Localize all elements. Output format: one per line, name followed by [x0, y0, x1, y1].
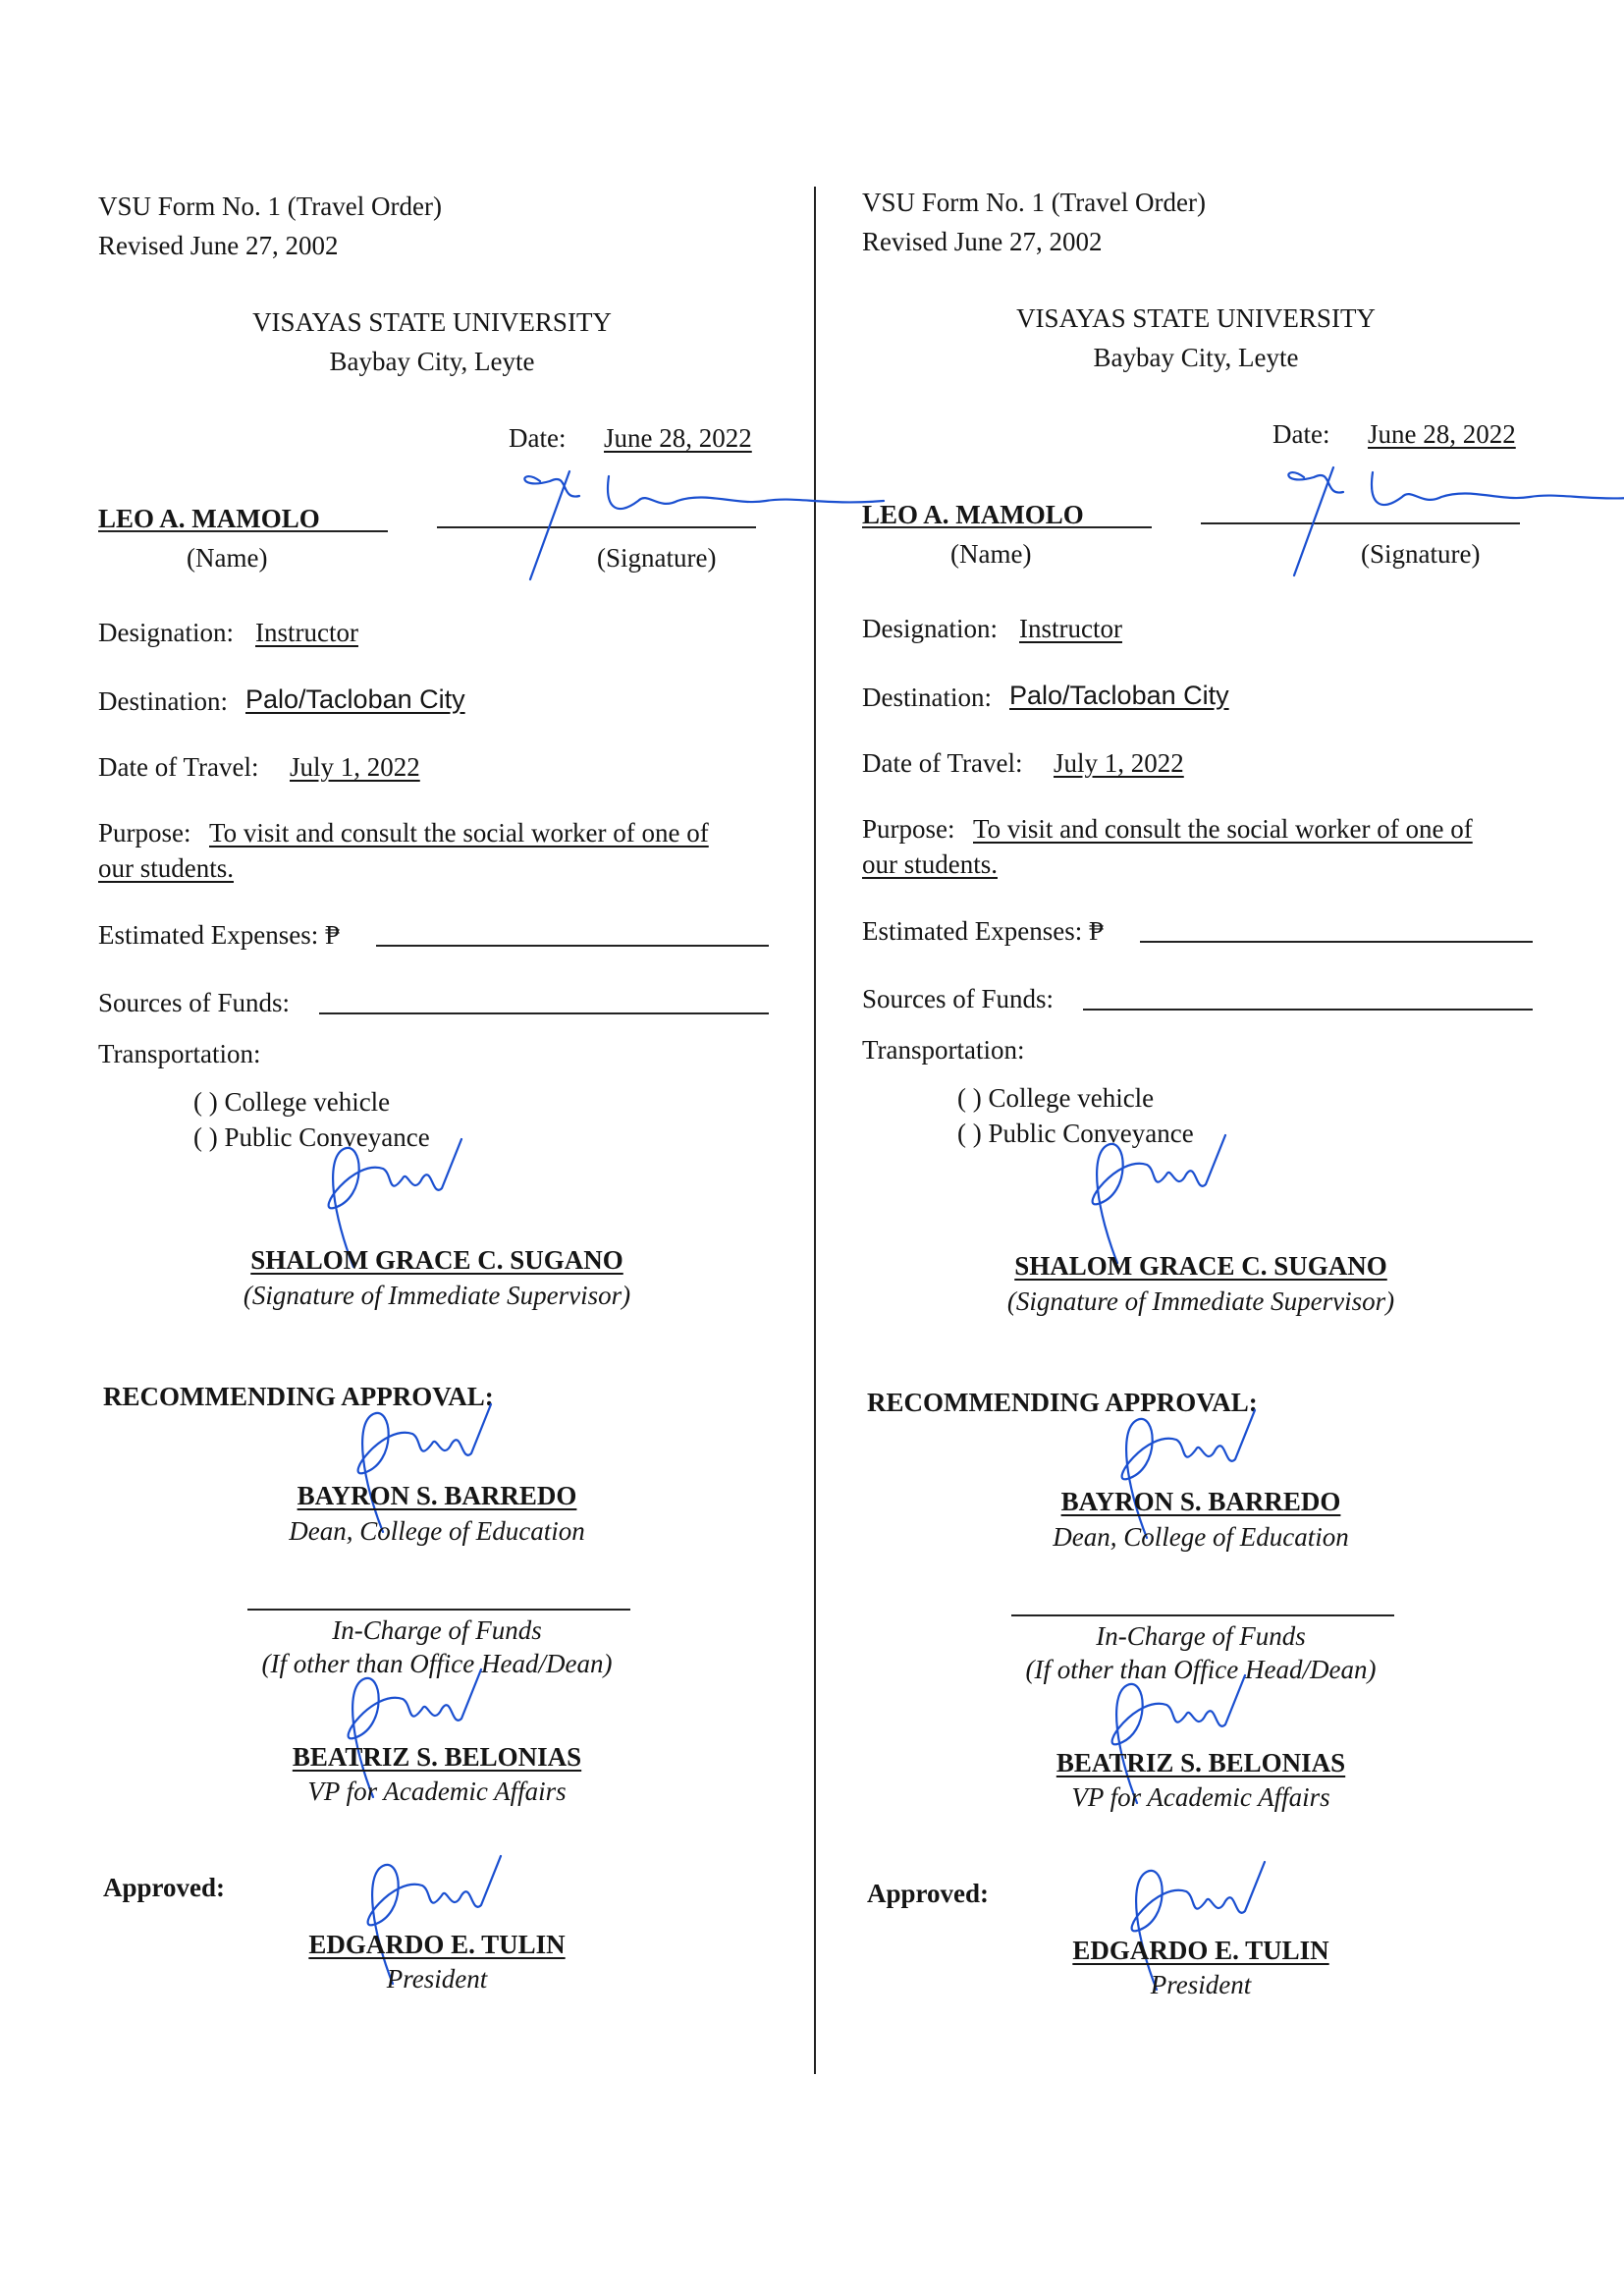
dean-name: BAYRON S. BARREDO [1060, 1487, 1341, 1516]
transport-option-college-vehicle: ( ) College vehicle [957, 1083, 1155, 1113]
traveler-name: LEO A. MAMOLO [862, 500, 1084, 529]
name-line[interactable] [862, 526, 1152, 528]
travel-date-label: Date of Travel: [862, 748, 1023, 778]
signature-line[interactable] [1201, 522, 1520, 524]
destination-label: Destination: [862, 683, 992, 712]
president-name: EDGARDO E. TULIN [1072, 1936, 1329, 1965]
travel-date-label: Date of Travel: [98, 752, 259, 782]
travel-order-copy-right [862, 0, 1549, 2296]
president-title: President [386, 1964, 488, 1994]
purpose-line-1: To visit and consult the social worker of one of [973, 814, 1473, 844]
form-number: VSU Form No. 1 (Travel Order) [862, 188, 1206, 217]
supervisor-caption: (Signature of Immediate Supervisor) [243, 1281, 631, 1310]
funds-officer-note: (If other than Office Head/Dean) [1025, 1655, 1377, 1684]
vp-title: VP for Academic Affairs [1071, 1782, 1330, 1812]
designation-label: Designation: [98, 618, 234, 647]
supervisor-caption: (Signature of Immediate Supervisor) [1006, 1286, 1395, 1316]
approved-label: Approved: [867, 1879, 990, 1908]
name-line[interactable] [98, 530, 388, 532]
date-value: June 28, 2022 [1368, 419, 1516, 449]
vp-title: VP for Academic Affairs [307, 1777, 567, 1806]
vp-name: BEATRIZ S. BELONIAS [1056, 1748, 1346, 1777]
purpose-label: Purpose: [98, 818, 191, 847]
date-label: Date: [1272, 419, 1330, 449]
funds-label: Sources of Funds: [862, 984, 1054, 1013]
president-title: President [1150, 1970, 1252, 1999]
travel-date-value: July 1, 2022 [290, 752, 420, 782]
dean-name: BAYRON S. BARREDO [297, 1481, 577, 1510]
date-value: June 28, 2022 [604, 423, 752, 453]
university-name: VISAYAS STATE UNIVERSITY [1016, 303, 1376, 333]
funds-field[interactable] [1083, 1009, 1533, 1011]
revision-date: Revised June 27, 2002 [98, 231, 339, 260]
signature-line[interactable] [437, 526, 756, 528]
expenses-label: Estimated Expenses: ₱ [862, 916, 1104, 946]
purpose-line-2: our students. [98, 853, 234, 883]
column-divider [814, 187, 816, 2074]
name-caption: (Name) [187, 543, 268, 573]
name-caption: (Name) [950, 539, 1032, 569]
destination-value: Palo/Tacloban City [245, 684, 465, 714]
expenses-field[interactable] [376, 945, 769, 947]
transportation-label: Transportation: [98, 1039, 261, 1068]
purpose-label: Purpose: [862, 814, 955, 844]
recommending-approval-label: RECOMMENDING APPROVAL: [103, 1382, 494, 1411]
form-number: VSU Form No. 1 (Travel Order) [98, 191, 442, 221]
dean-title: Dean, College of Education [1053, 1522, 1349, 1552]
traveler-name: LEO A. MAMOLO [98, 504, 320, 533]
supervisor-name: SHALOM GRACE C. SUGANO [1014, 1251, 1387, 1281]
destination-label: Destination: [98, 686, 228, 716]
funds-officer-caption: In-Charge of Funds [332, 1615, 542, 1645]
funds-officer-line[interactable] [247, 1609, 630, 1611]
supervisor-name: SHALOM GRACE C. SUGANO [250, 1245, 623, 1275]
university-name: VISAYAS STATE UNIVERSITY [252, 307, 612, 337]
destination-value: Palo/Tacloban City [1009, 681, 1229, 710]
university-location: Baybay City, Leyte [1093, 343, 1299, 372]
purpose-line-1: To visit and consult the social worker of one of [209, 818, 709, 847]
president-name: EDGARDO E. TULIN [308, 1930, 566, 1959]
designation-value: Instructor [255, 618, 358, 647]
transport-option-public-conveyance: ( ) Public Conveyance [957, 1119, 1194, 1148]
funds-label: Sources of Funds: [98, 988, 290, 1017]
transport-option-college-vehicle: ( ) College vehicle [193, 1087, 391, 1117]
funds-officer-note: (If other than Office Head/Dean) [261, 1649, 613, 1678]
transportation-label: Transportation: [862, 1035, 1025, 1065]
designation-label: Designation: [862, 614, 998, 643]
funds-field[interactable] [319, 1012, 769, 1014]
signature-caption: (Signature) [597, 543, 717, 573]
travel-date-value: July 1, 2022 [1054, 748, 1184, 778]
funds-officer-caption: In-Charge of Funds [1096, 1621, 1306, 1651]
dean-title: Dean, College of Education [289, 1516, 585, 1546]
funds-officer-line[interactable] [1011, 1614, 1394, 1616]
purpose-line-2: our students. [862, 849, 998, 879]
vp-name: BEATRIZ S. BELONIAS [292, 1742, 582, 1772]
expenses-field[interactable] [1140, 941, 1533, 943]
transport-option-public-conveyance: ( ) Public Conveyance [193, 1122, 430, 1152]
recommending-approval-label: RECOMMENDING APPROVAL: [867, 1388, 1258, 1417]
approved-label: Approved: [103, 1873, 226, 1902]
date-label: Date: [509, 423, 567, 453]
travel-order-copy-left [98, 0, 785, 2296]
signature-caption: (Signature) [1361, 539, 1481, 569]
expenses-label: Estimated Expenses: ₱ [98, 920, 340, 950]
designation-value: Instructor [1019, 614, 1122, 643]
revision-date: Revised June 27, 2002 [862, 227, 1103, 256]
university-location: Baybay City, Leyte [329, 347, 535, 376]
